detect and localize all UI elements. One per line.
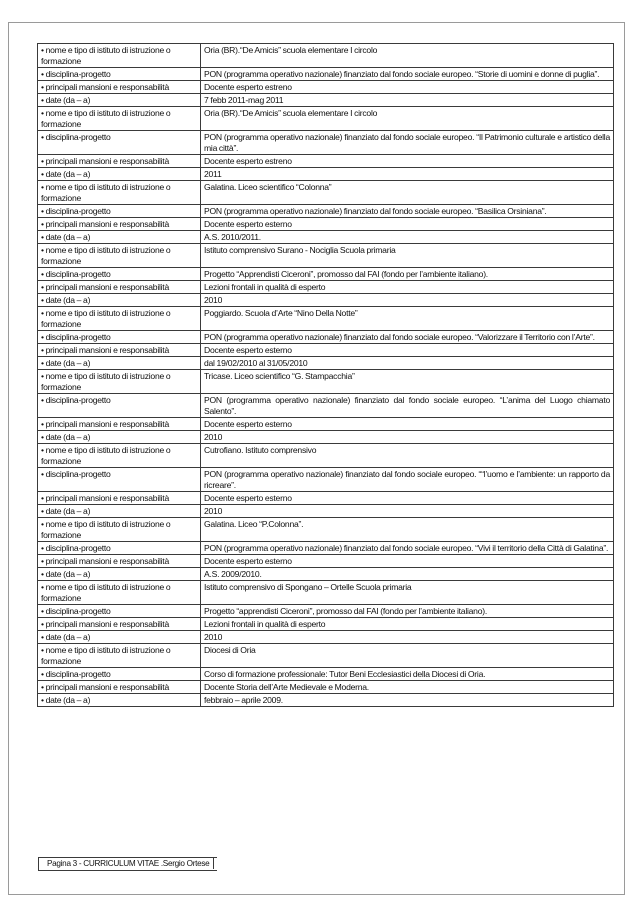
istituto-value: Galatina. Liceo scientifico “Colonna” [201,181,614,205]
istituto-label: • nome e tipo di istituto di istruzione o formazione [38,44,201,68]
role-row [38,681,614,694]
role-row [38,344,614,357]
mansioni-label: • principali mansioni e responsabilità [38,681,201,694]
disciplina-value: PON (programma operativo nazionale) finanziato dal fondo sociale europeo. “Il Patrimonio culturale e artistico della mia città”. [201,131,614,155]
institution-row [38,181,614,205]
date-value: 2010 [201,294,614,307]
disciplina-label: • disciplina-progetto [38,331,201,344]
project-row [38,394,614,418]
date-label: • date (da – a) [38,94,201,107]
mansioni-label: • principali mansioni e responsabilità [38,344,201,357]
date-value: febbraio – aprile 2009. [201,694,614,707]
dates-row [38,231,614,244]
disciplina-label: • disciplina-progetto [38,205,201,218]
date-label: • date (da – a) [38,294,201,307]
disciplina-label: • disciplina-progetto [38,468,201,492]
disciplina-label: • disciplina-progetto [38,605,201,618]
mansioni-label: • principali mansioni e responsabilità [38,81,201,94]
date-value: 7 febb 2011-mag 2011 [201,94,614,107]
istituto-value: Cutrofiano. Istituto comprensivo [201,444,614,468]
istituto-value: Istituto comprensivo di Spongano – Ortelle Scuola primaria [201,581,614,605]
disciplina-value: PON (programma operativo nazionale) finanziato dal fondo sociale europeo. “Vivi il territorio della Città di Galatina”. [201,542,614,555]
project-row [38,605,614,618]
istituto-value: Oria (BR).“De Amicis” scuola elementare I circolo [201,44,614,68]
mansioni-label: • principali mansioni e responsabilità [38,555,201,568]
role-row [38,492,614,505]
institution-row [38,370,614,394]
mansioni-label: • principali mansioni e responsabilità [38,418,201,431]
istituto-label: • nome e tipo di istituto di istruzione o formazione [38,370,201,394]
istituto-label: • nome e tipo di istituto di istruzione o formazione [38,307,201,331]
mansioni-value: Docente esperto estreno [201,81,614,94]
page-footer: Pagina 3 - CURRICULUM VITAE .Sergio Ortese [38,857,217,871]
mansioni-value: Docente esperto esterno [201,492,614,505]
project-row [38,668,614,681]
disciplina-label: • disciplina-progetto [38,394,201,418]
disciplina-label: • disciplina-progetto [38,542,201,555]
dates-row [38,505,614,518]
mansioni-value: Lezioni frontali in qualità di esperto [201,281,614,294]
project-row [38,268,614,281]
istituto-label: • nome e tipo di istituto di istruzione o formazione [38,244,201,268]
date-value: 2010 [201,505,614,518]
disciplina-value: PON (programma operativo nazionale) finanziato dal fondo sociale europeo. “Basilica Orsiniana”. [201,205,614,218]
date-label: • date (da – a) [38,231,201,244]
istituto-value: Tricase. Liceo scientifico “G. Stampacchia” [201,370,614,394]
dates-row [38,568,614,581]
disciplina-value: PON (programma operativo nazionale) finanziato dal fondo sociale europeo. “L’anima del Luogo chiamato Salento”. [201,394,614,418]
role-row [38,555,614,568]
istituto-value: Istituto comprensivo Surano - Nociglia Scuola primaria [201,244,614,268]
project-row [38,468,614,492]
disciplina-label: • disciplina-progetto [38,668,201,681]
istituto-label: • nome e tipo di istituto di istruzione o formazione [38,181,201,205]
mansioni-value: Docente Storia dell’Arte Medievale e Moderna. [201,681,614,694]
istituto-label: • nome e tipo di istituto di istruzione o formazione [38,444,201,468]
project-row [38,205,614,218]
disciplina-label: • disciplina-progetto [38,131,201,155]
role-row [38,418,614,431]
mansioni-label: • principali mansioni e responsabilità [38,618,201,631]
institution-row [38,244,614,268]
date-value: 2010 [201,631,614,644]
institution-row [38,107,614,131]
institution-row [38,307,614,331]
institution-row [38,44,614,68]
role-row [38,155,614,168]
institution-row [38,644,614,668]
role-row [38,218,614,231]
date-label: • date (da – a) [38,431,201,444]
date-value: 2011 [201,168,614,181]
mansioni-value: Docente esperto estreno [201,155,614,168]
disciplina-label: • disciplina-progetto [38,268,201,281]
dates-row [38,357,614,370]
mansioni-label: • principali mansioni e responsabilità [38,218,201,231]
mansioni-value: Docente esperto esterno [201,344,614,357]
disciplina-value: Progetto “Apprendisti Ciceroni”, promosso dal FAI (fondo per l’ambiente italiano). [201,268,614,281]
dates-row [38,94,614,107]
istituto-value: Oria (BR).“De Amicis” scuola elementare I circolo [201,107,614,131]
date-value: dal 19/02/2010 al 31/05/2010 [201,357,614,370]
disciplina-label: • disciplina-progetto [38,68,201,81]
date-label: • date (da – a) [38,694,201,707]
project-row [38,131,614,155]
date-label: • date (da – a) [38,631,201,644]
istituto-label: • nome e tipo di istituto di istruzione o formazione [38,644,201,668]
role-row [38,618,614,631]
dates-row [38,294,614,307]
disciplina-value: PON (programma operativo nazionale) finanziato dal fondo sociale europeo. ““l’uomo e l’ambiente: un rapporto da ricreare”. [201,468,614,492]
disciplina-value: Progetto “apprendisti Ciceroni”, promosso dal FAI (fondo per l’ambiente italiano). [201,605,614,618]
istituto-value: Poggiardo. Scuola d’Arte “Nino Della Notte” [201,307,614,331]
date-label: • date (da – a) [38,357,201,370]
institution-row [38,444,614,468]
istituto-value: Galatina. Liceo “P.Colonna”. [201,518,614,542]
experience-table [37,43,614,707]
mansioni-label: • principali mansioni e responsabilità [38,155,201,168]
istituto-label: • nome e tipo di istituto di istruzione o formazione [38,581,201,605]
dates-row [38,694,614,707]
istituto-value: Diocesi di Oria [201,644,614,668]
dates-row [38,431,614,444]
disciplina-value: PON (programma operativo nazionale) finanziato dal fondo sociale europeo. “Storie di uomini e donne di puglia”. [201,68,614,81]
institution-row [38,581,614,605]
date-label: • date (da – a) [38,505,201,518]
mansioni-value: Docente esperto esterno [201,555,614,568]
mansioni-value: Lezioni frontali in qualità di esperto [201,618,614,631]
date-value: A.S. 2010/2011. [201,231,614,244]
disciplina-value: PON (programma operativo nazionale) finanziato dal fondo sociale europeo. “Valorizzare il Territorio con l’Arte”. [201,331,614,344]
role-row [38,81,614,94]
project-row [38,331,614,344]
date-value: A.S. 2009/2010. [201,568,614,581]
mansioni-label: • principali mansioni e responsabilità [38,281,201,294]
project-row [38,542,614,555]
mansioni-label: • principali mansioni e responsabilità [38,492,201,505]
istituto-label: • nome e tipo di istituto di istruzione o formazione [38,518,201,542]
role-row [38,281,614,294]
dates-row [38,168,614,181]
dates-row [38,631,614,644]
istituto-label: • nome e tipo di istituto di istruzione o formazione [38,107,201,131]
institution-row [38,518,614,542]
disciplina-value: Corso di formazione professionale: Tutor Beni Ecclesiastici della Diocesi di Oria. [201,668,614,681]
date-value: 2010 [201,431,614,444]
date-label: • date (da – a) [38,168,201,181]
project-row [38,68,614,81]
date-label: • date (da – a) [38,568,201,581]
footer-divider [213,857,214,869]
mansioni-value: Docente esperto esterno [201,218,614,231]
mansioni-value: Docente esperto esterno [201,418,614,431]
